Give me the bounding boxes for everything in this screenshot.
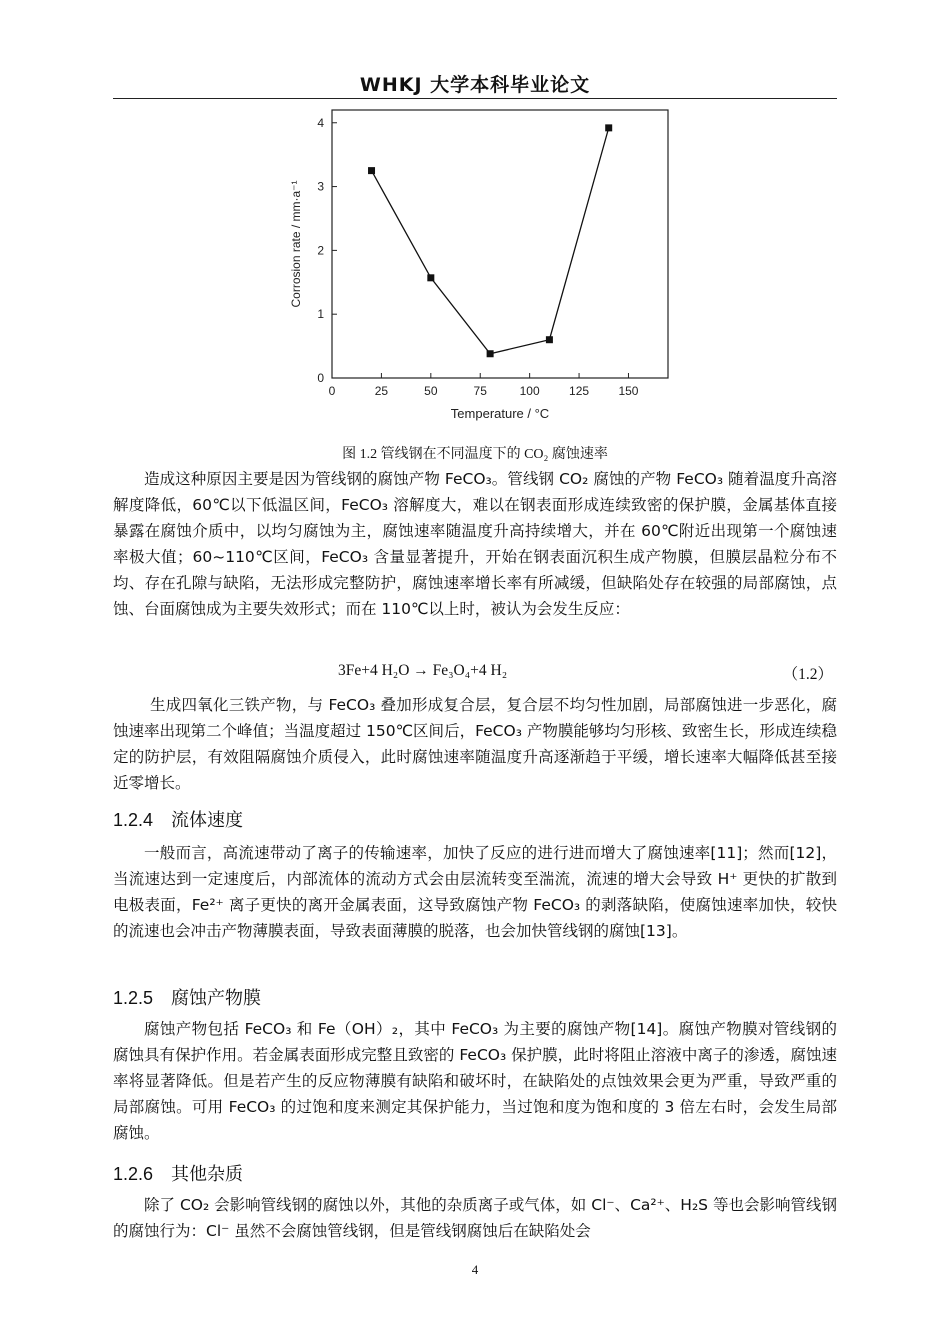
section-title: 流体速度	[171, 810, 244, 831]
paragraph-4: 腐蚀产物包括 FeCO₃ 和 Fe（OH）₂，其中 FeCO₃ 为主要的腐蚀产物[14]。腐蚀产物膜对管线钢的腐蚀具有保护作用。若金属表面形成完整且致密的 FeCO₃ 保护膜，此时将阻止溶液中离子的渗透，腐蚀速率将显著降低。但是若产生的反应物薄膜有缺陷和破坏时，在缺陷处的点蚀效果会更为严重，导致严重的局部腐蚀。可用 FeCO₃ 的过饱和度来测定其保护能力，当过饱和度为饱和度的 3 倍左右时，会发生局部腐蚀。	[113, 1020, 837, 1142]
paragraph-2: 生成四氧化三铁产物，与 FeCO₃ 叠加形成复合层，复合层不均匀性加剧，局部腐蚀进一步恶化，腐蚀速率出现第二个峰值；当温度超过 150℃区间后，FeCO₃ 产物膜能够均匀形核、致密生长，形成连续稳定的防护层，有效阻隔腐蚀介质侵入，此时腐蚀速率随温度升高逐渐趋于平缓，增长速率大幅降低甚至接近零增长。	[113, 696, 837, 792]
section-heading-1-2-6	[113, 1160, 243, 1186]
section-number: 1.2.6	[113, 1164, 154, 1184]
section-heading-1-2-5	[113, 984, 261, 1010]
x-tick-label: 75	[473, 384, 487, 398]
figure-caption: 图 1.2 管线钢在不同温度下的 CO₂ 腐蚀速率	[342, 447, 608, 462]
section-title: 其他杂质	[171, 1164, 244, 1185]
section-number: 1.2.5	[113, 988, 154, 1008]
x-axis-label: Temperature / °C	[450, 406, 550, 421]
data-point	[546, 336, 553, 343]
data-point	[605, 124, 612, 131]
x-tick-label: 100	[519, 384, 540, 398]
x-tick-label: 125	[569, 384, 590, 398]
section-title: 腐蚀产物膜	[171, 988, 262, 1009]
y-tick-label: 1	[317, 307, 324, 322]
y-tick-label: 0	[317, 371, 324, 385]
page-number: 4	[471, 1262, 479, 1277]
page-header: WHKJ 大学本科毕业论文	[359, 74, 591, 96]
series-line	[372, 128, 609, 354]
x-tick-label: 25	[374, 384, 389, 398]
plot-frame	[332, 110, 668, 378]
data-point	[487, 350, 494, 357]
y-axis-label: Corrosion rate / mm·a⁻¹	[289, 180, 303, 308]
x-tick-label: 50	[424, 384, 438, 398]
paragraph-3: 一般而言，高流速带动了离子的传输速率，加快了反应的进行进而增大了腐蚀速率[11]；然而[12]，当流速达到一定速度后，内部流体的流动方式会由层流转变至湍流，流速的增大会导致 H⁺ 更快的扩散到电极表面，Fe²⁺ 离子更快的离开金属表面，这导致腐蚀产物 FeCO₃ 的剥落缺陷，使腐蚀速率加快，较快的流速也会冲击产物薄膜表面，导致表面薄膜的脱落，也会加快管线钢的腐蚀[13]。	[113, 844, 837, 940]
section-heading-1-2-4	[113, 806, 243, 832]
x-tick-label: 150	[618, 384, 639, 398]
data-point	[427, 274, 434, 281]
section-number: 1.2.4	[113, 810, 154, 830]
y-tick-label: 2	[317, 243, 324, 258]
y-tick-label: 3	[317, 179, 324, 194]
paragraph-5: 除了 CO₂ 会影响管线钢的腐蚀以外，其他的杂质离子或气体，如 Cl⁻、Ca²⁺、H₂S 等也会影响管线钢的腐蚀行为：Cl⁻ 虽然不会腐蚀管线钢，但是管线钢腐蚀后在缺陷处会	[113, 1196, 837, 1240]
x-tick-label: 0	[328, 384, 336, 398]
header-rule	[113, 98, 837, 99]
equation-number: （1.2）	[782, 666, 833, 683]
data-point	[368, 167, 375, 174]
paragraph-1: 造成这种原因主要是因为管线钢的腐蚀产物 FeCO₃。管线钢 CO₂ 腐蚀的产物 FeCO₃ 随着温度升高溶解度降低，60℃以下低温区间，FeCO₃ 溶解度大，难以在钢表面形成连续致密的保护膜，金属基体直接暴露在腐蚀介质中，以均匀腐蚀为主，腐蚀速率随温度升高持续增大，并在 60℃附近出现第一个腐蚀速率极大值；60~110℃区间，FeCO₃ 含量显著提升，开始在钢表面沉积生成产物膜，但膜层晶粒分布不均、存在孔隙与缺陷，无法形成完整防护，腐蚀速率增长率有所减缓，但缺陷处存在较强的局部腐蚀，点蚀、台面腐蚀成为主要失效形式；而在 110℃以上时，被认为会发生反应：	[113, 470, 837, 618]
equation-formula: 3Fe+4 H₂O → Fe₃O₄+4 H₂	[338, 662, 508, 679]
y-tick-label: 4	[317, 115, 324, 130]
corrosion-rate-chart	[278, 104, 678, 424]
